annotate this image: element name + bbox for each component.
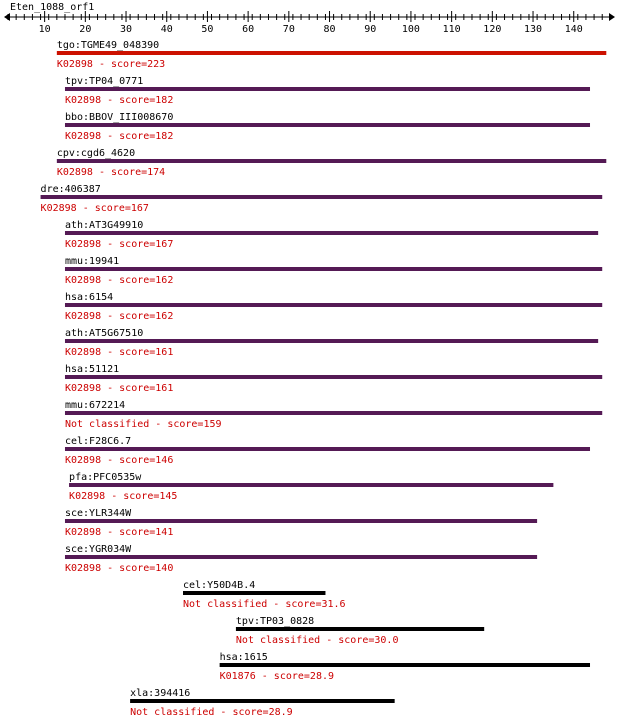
ruler-tick-label: 110 xyxy=(442,24,461,35)
ruler-tick-label: 10 xyxy=(38,24,51,35)
hit-name-link[interactable]: cel:F28C6.7 xyxy=(64,436,132,447)
hit-row[interactable] xyxy=(41,184,603,214)
hit-score-link[interactable]: K02898 - score=162 xyxy=(64,275,174,286)
hit-row[interactable] xyxy=(57,148,606,178)
hit-alignment-bar[interactable] xyxy=(41,195,603,199)
hit-row[interactable] xyxy=(65,256,602,286)
hit-name-link[interactable]: cpv:cgd6_4620 xyxy=(56,148,136,159)
hit-alignment-bar[interactable] xyxy=(65,231,598,235)
hit-alignment-bar[interactable] xyxy=(65,87,590,91)
hit-row[interactable] xyxy=(220,652,590,682)
ruler-left-arrow-icon xyxy=(4,13,10,21)
hit-row[interactable] xyxy=(65,76,590,106)
hit-score-link[interactable]: Not classified - score=28.9 xyxy=(130,707,293,718)
hit-alignment-bar[interactable] xyxy=(57,159,606,163)
hit-name-link[interactable]: sce:YGR034W xyxy=(64,544,132,555)
hit-row[interactable] xyxy=(65,220,598,250)
hit-row[interactable] xyxy=(65,112,590,142)
hit-row[interactable] xyxy=(236,616,484,646)
ruler-right-arrow-icon xyxy=(609,13,615,21)
hit-score-link[interactable]: K02898 - score=161 xyxy=(64,383,174,394)
hit-alignment-bar[interactable] xyxy=(65,123,590,127)
hit-name-link[interactable]: hsa:6154 xyxy=(64,292,114,303)
hit-score-link[interactable]: K02898 - score=140 xyxy=(64,563,174,574)
hit-alignment-bar[interactable] xyxy=(65,339,598,343)
ruler-tick-label: 100 xyxy=(401,24,420,35)
hit-name-link[interactable]: ath:AT3G49910 xyxy=(64,220,144,231)
hit-row[interactable] xyxy=(65,292,602,322)
hit-row[interactable] xyxy=(130,688,395,718)
hit-row[interactable] xyxy=(65,328,598,358)
position-ruler xyxy=(4,11,615,35)
hit-name-link[interactable]: hsa:51121 xyxy=(64,364,120,375)
ruler-tick-label: 130 xyxy=(523,24,543,35)
hit-alignment-bar[interactable] xyxy=(220,663,590,667)
hit-alignment-bar[interactable] xyxy=(65,519,537,523)
hit-alignment-bar[interactable] xyxy=(65,375,602,379)
hit-alignment-bar[interactable] xyxy=(57,51,606,55)
hit-name-link[interactable]: dre:406387 xyxy=(40,184,101,195)
hit-score-link[interactable]: K01876 - score=28.9 xyxy=(219,671,335,682)
hit-alignment-bar[interactable] xyxy=(65,303,602,307)
ruler-tick-label: 90 xyxy=(364,24,377,35)
hit-score-link[interactable]: K02898 - score=161 xyxy=(64,347,174,358)
query-title: Eten_1088_orf1 xyxy=(10,2,95,13)
hit-row[interactable] xyxy=(65,400,602,430)
hit-score-link[interactable]: Not classified - score=31.6 xyxy=(183,599,346,610)
hit-score-link[interactable]: K02898 - score=223 xyxy=(56,59,166,70)
ruler-tick-label: 60 xyxy=(242,24,255,35)
hit-score-link[interactable]: K02898 - score=145 xyxy=(69,491,178,502)
hit-alignment-bar[interactable] xyxy=(65,411,602,415)
hit-name-link[interactable]: mmu:672214 xyxy=(64,400,126,411)
hit-score-link[interactable]: K02898 - score=146 xyxy=(64,455,174,466)
hit-alignment-bar[interactable] xyxy=(183,591,325,595)
hit-alignment-bar[interactable] xyxy=(130,699,395,703)
ruler-tick-label: 50 xyxy=(201,24,214,35)
hit-list xyxy=(41,40,607,718)
ruler-tick-label: 30 xyxy=(120,24,133,35)
hit-row[interactable] xyxy=(57,40,606,70)
ruler-tick-label: 80 xyxy=(323,24,336,35)
hit-name-link[interactable]: tpv:TP04_0771 xyxy=(64,76,144,87)
hit-name-link[interactable]: hsa:1615 xyxy=(219,652,268,663)
hit-score-link[interactable]: K02898 - score=141 xyxy=(64,527,174,538)
ruler-tick-label: 70 xyxy=(282,24,295,35)
hit-name-link[interactable]: xla:394416 xyxy=(130,688,191,699)
hit-row[interactable] xyxy=(69,472,553,502)
hit-score-link[interactable]: K02898 - score=167 xyxy=(40,203,149,214)
hit-score-link[interactable]: K02898 - score=182 xyxy=(64,131,174,142)
hit-alignment-bar[interactable] xyxy=(65,267,602,271)
hit-alignment-bar[interactable] xyxy=(65,555,537,559)
hit-alignment-bar[interactable] xyxy=(236,627,484,631)
ruler-tick-label: 120 xyxy=(483,24,502,35)
ruler-tick-label: 40 xyxy=(160,24,173,35)
hit-name-link[interactable]: mmu:19941 xyxy=(64,256,120,267)
hit-score-link[interactable]: K02898 - score=162 xyxy=(64,311,174,322)
hit-row[interactable] xyxy=(183,580,346,610)
hit-score-link[interactable]: K02898 - score=182 xyxy=(64,95,174,106)
ruler-tick-label: 140 xyxy=(564,24,583,35)
hit-row[interactable] xyxy=(65,436,590,466)
hit-row[interactable] xyxy=(65,544,537,574)
hit-alignment-bar[interactable] xyxy=(69,483,553,487)
hit-score-link[interactable]: K02898 - score=167 xyxy=(64,239,174,250)
hit-row[interactable] xyxy=(65,364,602,394)
hit-name-link[interactable]: bbo:BBOV_III008670 xyxy=(64,112,174,123)
hit-name-link[interactable]: tgo:TGME49_048390 xyxy=(56,40,160,51)
hit-score-link[interactable]: Not classified - score=159 xyxy=(64,419,222,430)
hit-row[interactable] xyxy=(65,508,537,538)
hit-score-link[interactable]: K02898 - score=174 xyxy=(56,167,166,178)
ruler-tick-label: 20 xyxy=(79,24,92,35)
hit-name-link[interactable]: tpv:TP03_0828 xyxy=(235,616,315,627)
hit-name-link[interactable]: ath:AT5G67510 xyxy=(64,328,144,339)
hit-alignment-bar[interactable] xyxy=(65,447,590,451)
hit-score-link[interactable]: Not classified - score=30.0 xyxy=(235,635,399,646)
hit-name-link[interactable]: sce:YLR344W xyxy=(64,508,132,519)
hit-name-link[interactable]: cel:Y50D4B.4 xyxy=(183,580,256,591)
hit-name-link[interactable]: pfa:PFC0535w xyxy=(69,472,142,483)
ruler-ticks xyxy=(8,11,602,35)
